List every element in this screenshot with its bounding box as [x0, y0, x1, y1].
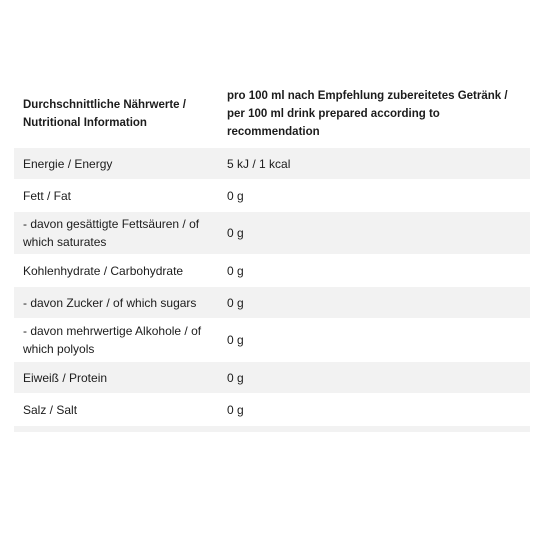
row-label: - davon Zucker / of which sugars — [23, 295, 197, 310]
row-label: Salz / Salt — [23, 402, 78, 417]
row-label: - davon gesättigte Fettsäuren / of which saturates — [23, 217, 200, 249]
table-header-row — [14, 80, 530, 148]
header-value: pro 100 ml nach Empfehlung zubereitetes Getränk / per 100 ml drink prepared according to recommendation — [227, 89, 508, 138]
row-label: Fett / Fat — [23, 188, 72, 203]
row-value: 0 g — [227, 226, 244, 240]
table-row — [14, 148, 530, 180]
table-row — [14, 319, 530, 362]
table-row — [14, 180, 530, 212]
nutrition-table — [14, 80, 530, 432]
table-row — [14, 394, 530, 426]
row-value: 0 g — [227, 188, 244, 203]
row-value: 0 g — [227, 333, 244, 347]
table-row — [14, 212, 530, 255]
table-row — [14, 362, 530, 394]
row-value: 0 g — [227, 370, 244, 385]
row-value: 0 g — [227, 263, 244, 278]
table-bottom-strip — [14, 426, 530, 432]
row-label: Energie / Energy — [23, 156, 113, 171]
row-value: 0 g — [227, 402, 244, 417]
row-label: Eiweiß / Protein — [23, 370, 108, 385]
row-value: 5 kJ / 1 kcal — [227, 156, 291, 171]
row-label: Kohlenhydrate / Carbohydrate — [23, 263, 184, 278]
table-row — [14, 255, 530, 287]
row-label: - davon mehrwertige Alkohole / of which polyols — [23, 324, 202, 356]
row-value: 0 g — [227, 295, 244, 310]
table-row — [14, 287, 530, 319]
header-label: Durchschnittliche Nährwerte / Nutritional Information — [23, 98, 186, 129]
